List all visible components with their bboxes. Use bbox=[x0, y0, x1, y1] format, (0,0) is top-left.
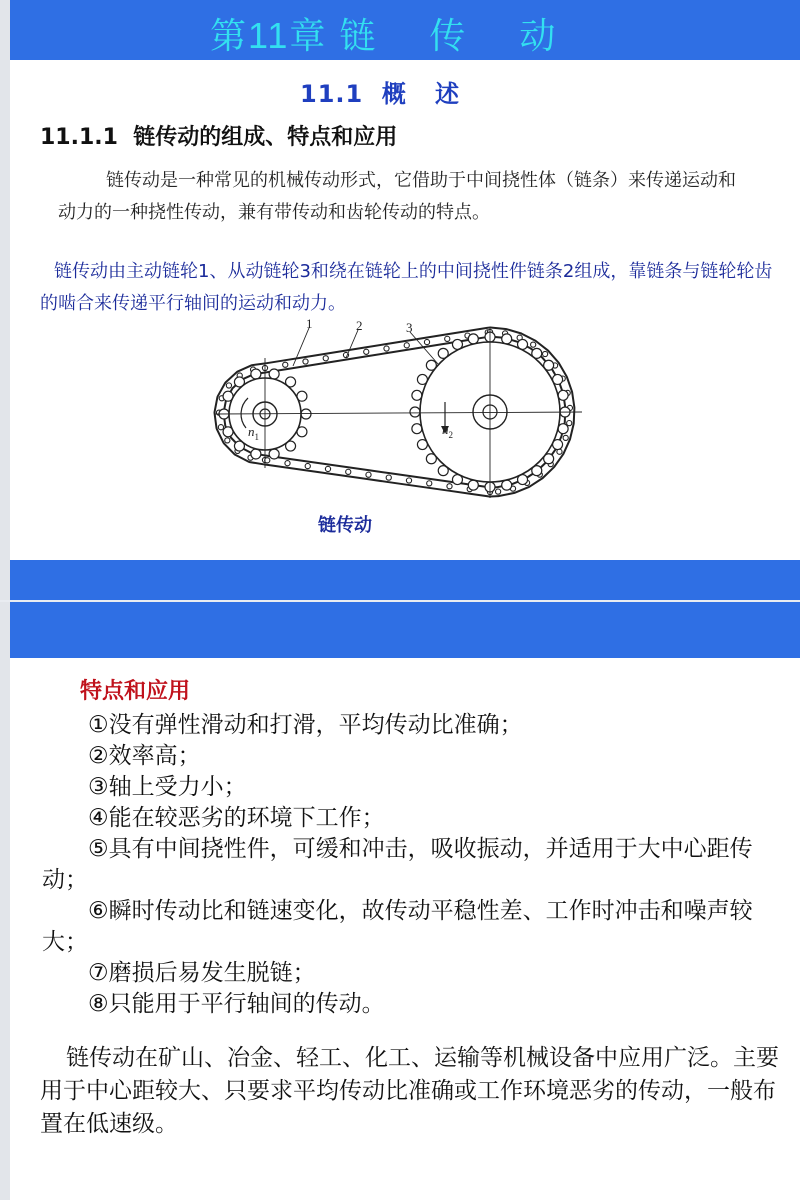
label-2: 2 bbox=[356, 318, 363, 333]
feature-item: ④能在较恶劣的环境下工作； bbox=[88, 805, 385, 831]
subsection-title: 11.1.1 链传动的组成、特点和应用 bbox=[40, 125, 398, 150]
speed-n2: $n_2$ bbox=[442, 422, 453, 440]
feature-item: ①没有弹性滑动和打滑，平均传动比准确； bbox=[88, 712, 523, 738]
chapter-number: 第11章 bbox=[210, 15, 328, 56]
chapter-name: 链 传 动 bbox=[339, 15, 578, 56]
slide-header-bar bbox=[10, 602, 800, 658]
chain-drive-diagram bbox=[210, 318, 590, 508]
speed-n1: $n_1$ bbox=[248, 424, 259, 442]
slide-left-border bbox=[0, 602, 10, 1200]
chapter-title bbox=[210, 8, 577, 59]
slide-2 bbox=[0, 602, 800, 1200]
feature-item: ⑥瞬时传动比和链速变化，故传动平稳性差、工作时冲击和噪声较大； bbox=[42, 898, 753, 955]
slide-footer-bar bbox=[10, 560, 800, 600]
slide-header-bar bbox=[10, 0, 800, 60]
composition-paragraph: 链传动由主动链轮1、从动链轮3和绕在链轮上的中间挠性件链条2组成，靠链条与链轮轮齿的啮合来传递平行轴间的运动和动力。 bbox=[40, 261, 773, 314]
intro-paragraph: 链传动是一种常见的机械传动形式，它借助于中间挠性体（链条）来传递运动和动力的一种挠性传动，兼有带传动和齿轮传动的特点。 bbox=[58, 170, 736, 223]
diagram-caption: 链传动 bbox=[318, 515, 372, 536]
feature-item: ⑦磨损后易发生脱链； bbox=[88, 960, 316, 986]
slide-left-border bbox=[0, 0, 10, 600]
features-list bbox=[42, 710, 772, 1020]
section-title: 11.1 概 述 bbox=[300, 80, 460, 108]
feature-item: ③轴上受力小； bbox=[88, 774, 247, 800]
application-summary: 链传动在矿山、冶金、轻工、化工、运输等机械设备中应用广泛。主要用于中心距较大、只要求平均传动比准确或工作环境恶劣的传动，一般布置在低速级。 bbox=[40, 1045, 779, 1137]
label-3: 3 bbox=[406, 320, 413, 335]
feature-item: ⑤具有中间挠性件，可缓和冲击，吸收振动，并适用于大中心距传动； bbox=[42, 836, 753, 893]
features-heading: 特点和应用 bbox=[80, 679, 191, 704]
label-1: 1 bbox=[306, 318, 313, 331]
feature-item: ⑧只能用于平行轴间的传动。 bbox=[88, 991, 385, 1017]
feature-item: ②效率高； bbox=[88, 743, 201, 769]
